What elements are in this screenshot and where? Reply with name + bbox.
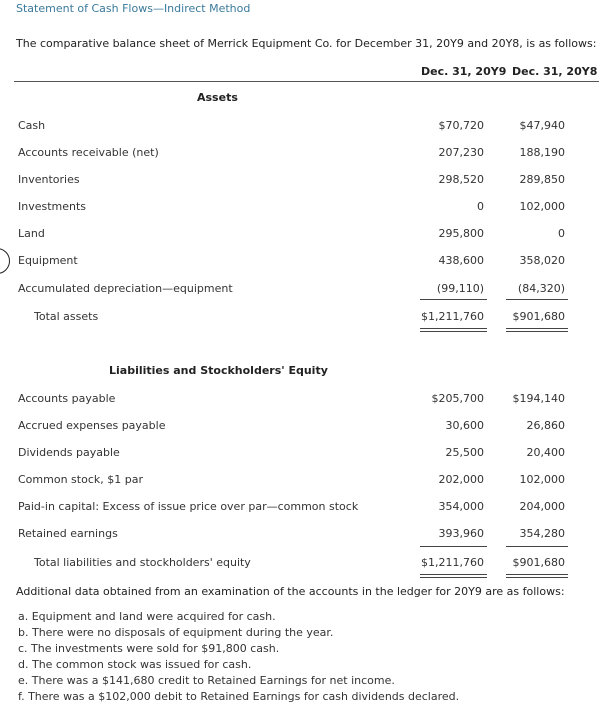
column-header-20y9: Dec. 31, 20Y9 (421, 65, 507, 78)
table-cell-20y9: 207,230 (438, 146, 484, 159)
list-item: e. There was a $141,680 credit to Retained Earnings for net income. (18, 674, 395, 687)
table-cell-20y8: $47,940 (519, 119, 565, 132)
total-double-rule (420, 574, 487, 575)
table-cell-20y9: 0 (477, 200, 484, 213)
column-header-20y8: Dec. 31, 20Y8 (512, 65, 598, 78)
table-cell-20y9: 30,600 (445, 419, 484, 432)
table-row-label: Common stock, $1 par (18, 473, 143, 486)
table-row-label: Cash (18, 119, 46, 132)
table-cell-20y9: 25,500 (445, 446, 484, 459)
additional-data-heading: Additional data obtained from an examination of the accounts in the ledger for 20Y9 are as follows: (16, 585, 565, 598)
table-row-label: Paid-in capital: Excess of issue price over par—common stock (18, 500, 359, 513)
table-cell-20y8: (84,320) (517, 282, 565, 295)
total-assets-20y9: $1,211,760 (421, 310, 484, 323)
table-row-label: Land (18, 227, 45, 240)
table-cell-20y8: 188,190 (519, 146, 565, 159)
list-item: f. There was a $102,000 debit to Retained Earnings for cash dividends declared. (18, 690, 460, 703)
list-item: d. The common stock was issued for cash. (18, 658, 252, 671)
table-row-label: Investments (18, 200, 87, 213)
subtotal-rule (420, 299, 487, 300)
table-cell-20y9: 298,520 (438, 173, 484, 186)
total-assets-20y8: $901,680 (512, 310, 565, 323)
total-double-rule (506, 331, 568, 332)
table-cell-20y9: 393,960 (438, 527, 484, 540)
total-double-rule (506, 574, 568, 575)
table-row-label: Retained earnings (18, 527, 118, 540)
table-cell-20y8: 289,850 (519, 173, 565, 186)
table-cell-20y8: 354,280 (519, 527, 565, 540)
total-double-rule (506, 328, 568, 329)
table-cell-20y9: $205,700 (431, 392, 484, 405)
total-liabilities-20y9: $1,211,760 (421, 556, 484, 569)
subtotal-rule (506, 546, 568, 547)
table-row-label: Accounts receivable (net) (18, 146, 159, 159)
total-assets-label: Total assets (34, 310, 99, 323)
table-cell-20y8: 20,400 (526, 446, 565, 459)
header-divider (14, 81, 599, 82)
total-liabilities-label: Total liabilities and stockholders' equity (34, 556, 251, 569)
total-double-rule (506, 577, 568, 578)
table-cell-20y9: (99,110) (436, 282, 484, 295)
table-row-label: Accounts payable (18, 392, 116, 405)
table-row-label: Dividends payable (18, 446, 120, 459)
list-item: c. The investments were sold for $91,800 cash. (18, 642, 280, 655)
total-double-rule (420, 328, 487, 329)
table-row-label: Accrued expenses payable (18, 419, 166, 432)
table-cell-20y9: 354,000 (438, 500, 484, 513)
table-cell-20y8: 102,000 (519, 473, 565, 486)
table-cell-20y8: 204,000 (519, 500, 565, 513)
subtotal-rule (506, 299, 568, 300)
total-double-rule (420, 577, 487, 578)
total-double-rule (420, 331, 487, 332)
table-cell-20y8: 26,860 (526, 419, 565, 432)
table-cell-20y9: 438,600 (438, 254, 484, 267)
table-row-label: Equipment (18, 254, 78, 267)
table-cell-20y8: $194,140 (512, 392, 565, 405)
table-cell-20y8: 0 (558, 227, 565, 240)
table-cell-20y9: 202,000 (438, 473, 484, 486)
table-row-label: Accumulated depreciation—equipment (18, 282, 233, 295)
intro-text: The comparative balance sheet of Merrick Equipment Co. for December 31, 20Y9 and 20Y8, is as follows: (16, 37, 597, 50)
list-item: a. Equipment and land were acquired for cash. (18, 610, 276, 623)
table-cell-20y9: 295,800 (438, 227, 484, 240)
page-title: Statement of Cash Flows—Indirect Method (16, 2, 251, 15)
assets-heading: Assets (197, 91, 238, 104)
table-cell-20y8: 102,000 (519, 200, 565, 213)
table-cell-20y8: 358,020 (519, 254, 565, 267)
total-liabilities-20y8: $901,680 (512, 556, 565, 569)
subtotal-rule (420, 546, 487, 547)
table-cell-20y9: $70,720 (438, 119, 484, 132)
circle-marker (0, 248, 10, 274)
table-row-label: Inventories (18, 173, 80, 186)
list-item: b. There were no disposals of equipment during the year. (18, 626, 334, 639)
liabilities-heading: Liabilities and Stockholders' Equity (109, 364, 328, 377)
